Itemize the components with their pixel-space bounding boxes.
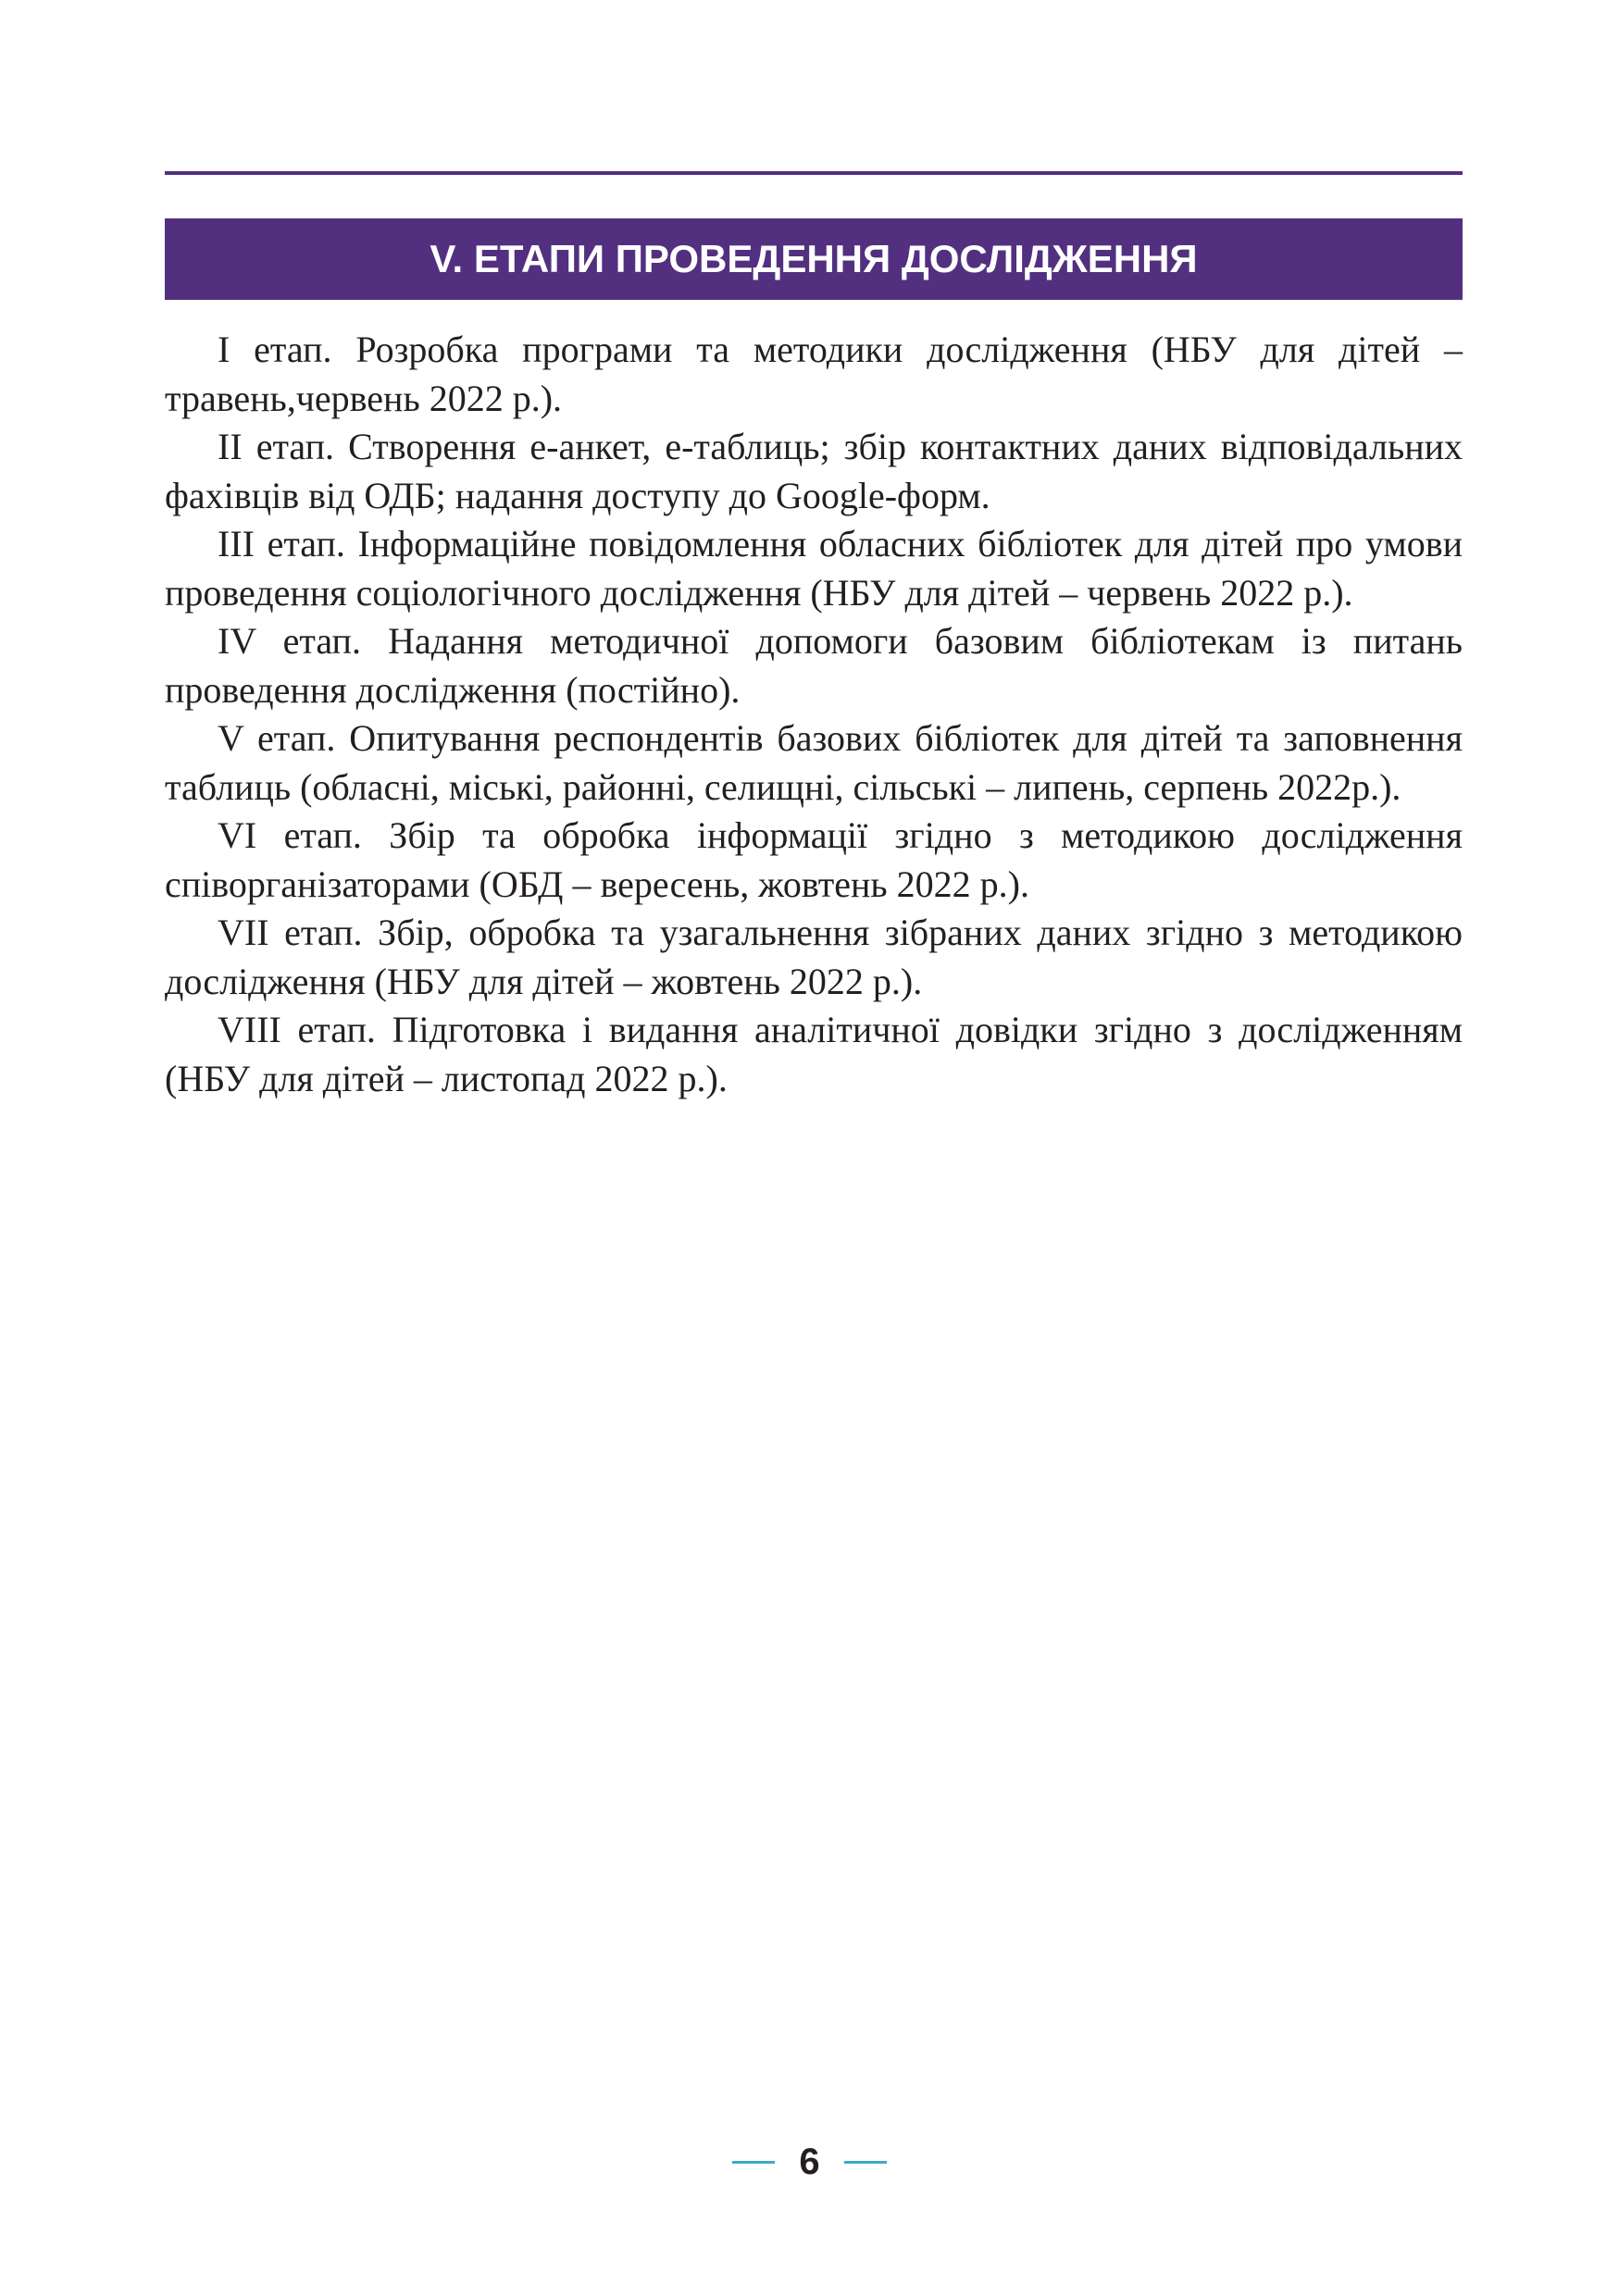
stage-3-paragraph: III етап. Інформаційне повідомлення обласних бібліотек для дітей про умови проведення соціологічного дослідження (НБУ для дітей – червень 2022 р.). bbox=[165, 523, 1463, 614]
stage-4-paragraph: IV етап. Надання методичної допомоги базовим бібліотекам із питань проведення дослідження (постійно). bbox=[165, 620, 1463, 711]
stage-5-paragraph: V етап. Опитування респондентів базових бібліотек для дітей та заповнення таблиць (обласні, міські, районні, селищні, сільські – липень, серпень 2022р.). bbox=[165, 717, 1463, 808]
page-number: 6 bbox=[799, 2141, 820, 2182]
section-banner bbox=[165, 218, 1463, 300]
stages-list bbox=[165, 326, 1463, 1103]
stage-1-paragraph: I етап. Розробка програми та методики дослідження (НБУ для дітей – травень,червень 2022 р.). bbox=[165, 329, 1463, 419]
stage-2-paragraph: II етап. Створення е-анкет, е-таблиць; збір контактних даних відповідальних фахівців від ОДБ; надання доступу до Google-форм. bbox=[165, 426, 1463, 516]
section-title: V. ЕТАПИ ПРОВЕДЕННЯ ДОСЛІДЖЕННЯ bbox=[430, 237, 1198, 280]
stage-6-paragraph: VI етап. Збір та обробка інформації згідно з методикою дослідження співорганізаторами (ОБД – вересень, жовтень 2022 р.). bbox=[165, 814, 1463, 905]
stage-7-paragraph: VII етап. Збір, обробка та узагальнення зібраних даних згідно з методикою дослідження (НБУ для дітей – жовтень 2022 р.). bbox=[165, 912, 1463, 1002]
stage-8-paragraph: VIII етап. Підготовка і видання аналітичної довідки згідно з дослідженням (НБУ для дітей – листопад 2022 р.). bbox=[165, 1009, 1463, 1099]
footer-dash-right bbox=[844, 2161, 887, 2164]
page-footer bbox=[0, 2134, 1619, 2190]
footer-dash-left bbox=[732, 2161, 775, 2164]
top-divider bbox=[165, 171, 1463, 175]
